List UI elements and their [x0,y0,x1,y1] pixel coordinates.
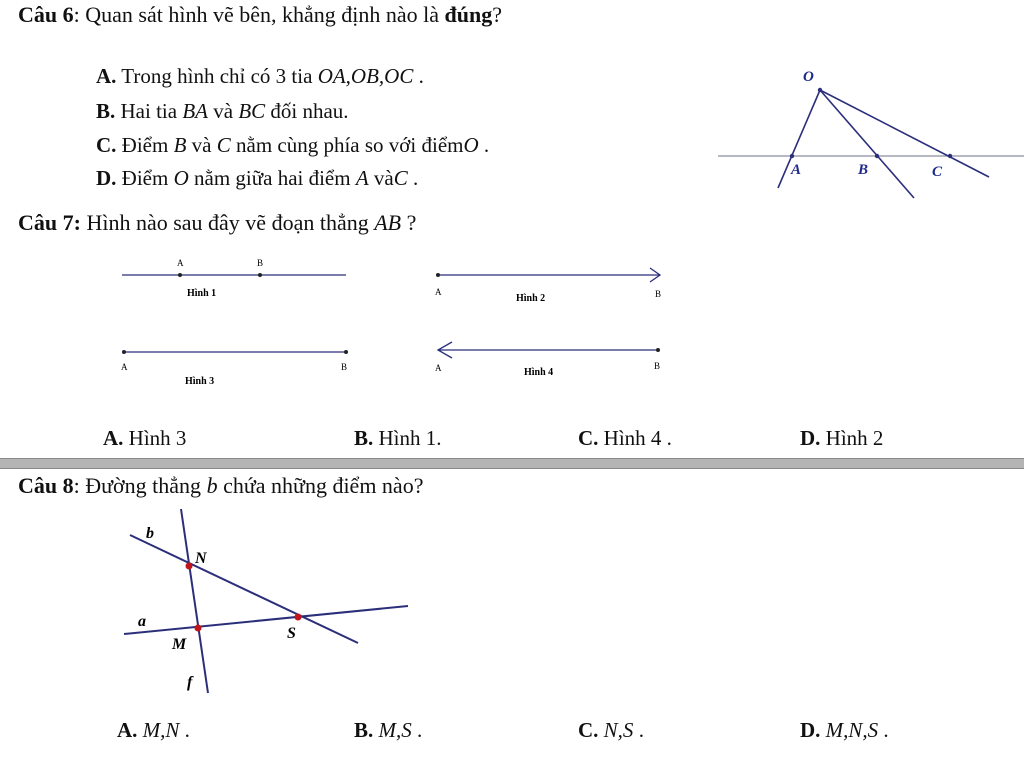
q6-number: Câu 6 [18,2,74,27]
q7-heading [18,210,416,236]
answer-text: Hình 2 [820,426,884,450]
point-b [258,273,262,277]
q8-answer-c[interactable] [578,718,644,743]
option-tail: . [478,133,490,157]
option-math: OA,OB,OC [317,64,414,88]
q6-heading [18,2,502,28]
q7-end: ? [401,210,417,235]
option-math: C [216,133,231,157]
caption: Hình 2 [516,293,546,304]
answer-math: M,S [378,718,412,742]
label-a: A [177,258,184,268]
answer-tail: . [878,718,889,742]
option-text: Điểm [116,166,174,190]
option-tail: đối nhau. [265,99,349,123]
fig-hinh-4 [432,338,672,383]
point-b [344,350,348,354]
caption: Hình 3 [185,376,215,387]
label-n: N [195,550,207,567]
fig-hinh-3 [118,342,358,390]
label-a: a [138,613,146,630]
label-f: f [187,674,193,691]
q8-end: chứa những điểm nào? [217,473,424,498]
option-letter: D. [96,166,117,190]
point-a [122,350,126,354]
option-math: C [393,166,408,190]
label-a: A [435,287,442,297]
label-o: O [803,69,814,85]
answer-tail: . [633,718,644,742]
q7-answer-d[interactable] [800,426,883,451]
label-b: B [257,258,264,268]
answer-letter: A. [103,426,124,450]
q7-answer-b[interactable] [354,426,442,451]
caption: Hình 1 [187,288,217,299]
answer-letter: D. [800,718,821,742]
q6-emphasis: đúng [444,2,493,27]
point-n [186,563,193,570]
q7-answer-a[interactable] [103,426,186,451]
point-a [790,154,794,158]
fig-hinh-2 [430,262,670,307]
fig-hinh-1 [120,252,350,302]
point-b [875,154,879,158]
answer-letter: B. [354,718,374,742]
answer-math: M,N [142,718,180,742]
label-b: b [146,525,154,542]
q8-answer-d[interactable] [800,718,889,743]
label-a: A [791,162,802,178]
option-letter: C. [96,133,117,157]
point-s [295,614,302,621]
label-m: M [172,636,187,653]
caption: Hình 4 [524,367,554,378]
q6-option-d[interactable] [96,166,418,191]
q6-figure [700,60,1024,205]
label-b: B [341,362,348,372]
option-tail: nằm cùng phía so với điểm [230,133,464,157]
label-a: A [121,362,128,372]
option-math: A [355,166,369,190]
q8-figure [120,505,420,700]
q7-text: Hình nào sau đây vẽ đoạn thẳng [80,210,375,235]
answer-letter: C. [578,426,599,450]
option-math: BC [238,99,266,123]
line-b [130,535,358,643]
option-math: B [173,133,187,157]
answer-letter: A. [117,718,138,742]
q6-option-b[interactable] [96,99,349,124]
label-a: A [435,363,442,373]
answer-tail: . [179,718,190,742]
answer-text: Hình 1. [373,426,442,450]
label-b: B [858,162,869,178]
q8-heading [18,473,423,499]
q8-number: Câu 8 [18,473,74,498]
answer-text: Hình 4 . [598,426,672,450]
ray-ob [820,90,914,198]
answer-letter: B. [354,426,374,450]
line-f [181,509,208,693]
option-text: và [207,99,239,123]
option-tail: . [413,64,424,88]
label-c: C [932,164,943,180]
q8-answer-b[interactable] [354,718,422,743]
point-a [436,273,440,277]
answer-math: M,N,S [825,718,879,742]
point-b [656,348,660,352]
point-a [178,273,182,277]
page-divider [0,458,1024,469]
option-math: BA [182,99,208,123]
option-text: và [186,133,217,157]
q6-option-a[interactable] [96,64,424,89]
answer-tail: . [411,718,423,742]
q6-option-c[interactable] [96,133,489,158]
option-letter: B. [96,99,116,123]
option-tail: . [407,166,419,190]
answer-letter: D. [800,426,821,450]
q6-text: : Quan sát hình vẽ bên, khẳng định nào là [73,2,439,27]
q6-end: ? [492,2,502,27]
point-o [818,88,822,92]
point-m [195,625,202,632]
q8-answer-a[interactable] [117,718,190,743]
option-text: Trong hình chỉ có 3 tia [116,64,318,88]
option-math: O [463,133,479,157]
answer-math: N,S [603,718,634,742]
label-b: B [654,361,661,371]
answer-letter: C. [578,718,599,742]
q7-answer-c[interactable] [578,426,672,451]
option-letter: A. [96,64,117,88]
q7-number: Câu 7: [18,210,81,235]
answer-text: Hình 3 [123,426,187,450]
option-text: Điểm [116,133,174,157]
ray-oc [820,90,989,177]
line-a [124,606,408,634]
option-math: O [173,166,189,190]
option-tail: nằm giữa hai điểm [188,166,356,190]
q8-text: : Đường thẳng [73,473,207,498]
point-c [948,154,952,158]
label-s: S [287,625,296,642]
option-text: Hai tia [115,99,183,123]
option-tail: và [368,166,394,190]
q8-math: b [206,473,218,498]
label-b: B [655,289,662,299]
q7-math: AB [374,210,402,235]
